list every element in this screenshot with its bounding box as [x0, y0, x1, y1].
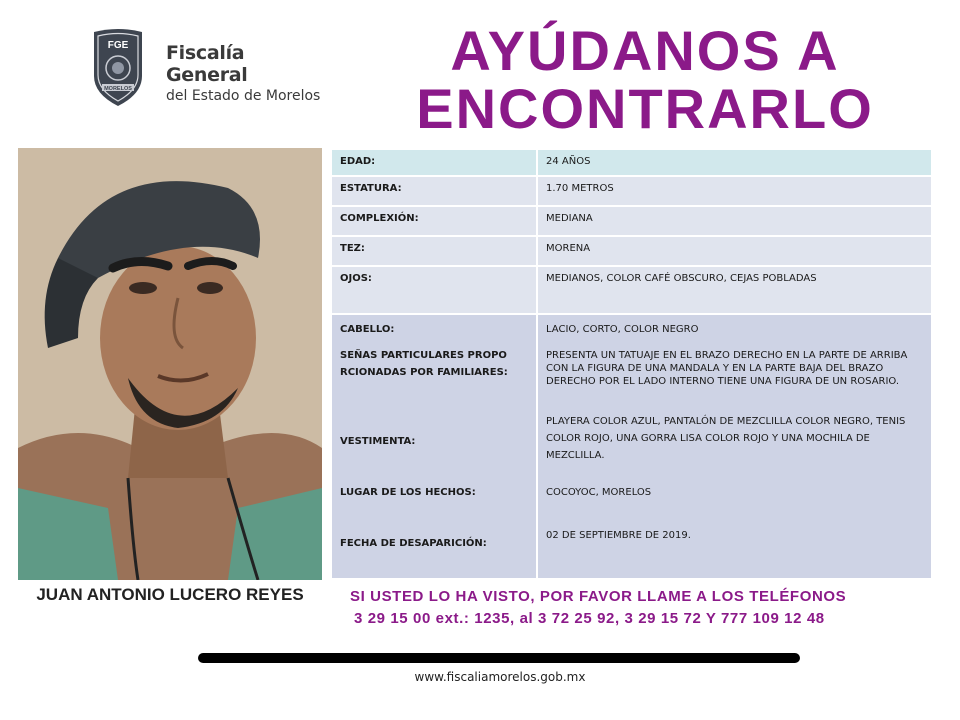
value-cabello: LACIO, CORTO, COLOR NEGRO [546, 324, 699, 335]
call-phones: 3 29 15 00 ext.: 1235, al 3 72 25 92, 3 29 15 72 Y 777 109 12 48 [354, 610, 825, 627]
value-complexion: MEDIANA [537, 206, 932, 236]
website-link[interactable]: www.fiscaliamorelos.gob.mx [414, 670, 586, 684]
label-cabello: CABELLO: [340, 324, 395, 335]
label-edad: EDAD: [331, 149, 537, 176]
headline-line-1: AYÚDANOS A [450, 19, 840, 82]
table-row [331, 206, 932, 236]
svg-text:MORELOS: MORELOS [104, 86, 132, 92]
table-row [331, 314, 932, 579]
label-estatura: ESTATURA: [331, 176, 537, 206]
value-fecha: 02 DE SEPTIEMBRE DE 2019. [546, 530, 691, 541]
value-estatura: 1.70 METROS [537, 176, 932, 206]
table-row [331, 266, 932, 314]
org-logo [88, 22, 328, 118]
org-text [166, 42, 328, 104]
value-tez: MORENA [537, 236, 932, 266]
label-fecha: FECHA DE DESAPARICIÓN: [340, 538, 487, 549]
labels-cell [331, 314, 537, 579]
label-senas-2: RCIONADAS POR FAMILIARES: [340, 367, 508, 378]
table-row [331, 236, 932, 266]
value-edad: 24 AÑOS [537, 149, 932, 176]
svg-text:FGE: FGE [107, 40, 129, 51]
details-table [330, 148, 933, 580]
table-row [331, 149, 932, 176]
value-senas: PRESENTA UN TATUAJE EN EL BRAZO DERECHO EN LA PARTE DE ARRIBA CON LA FIGURA DE UNA MANDALA Y EN LA PARTE BAJA DEL BRAZO DERECHO POR EL LADO INTERNO TIENE UNA FIGURA DE UN ROSARIO. [546, 350, 908, 387]
missing-person-photo [18, 148, 322, 580]
person-name: JUAN ANTONIO LUCERO REYES [36, 585, 304, 604]
label-complexion: COMPLEXIÓN: [331, 206, 537, 236]
value-lugar: COCOYOC, MORELOS [546, 487, 652, 498]
org-name: Fiscalía General [166, 42, 248, 86]
badge-icon [88, 26, 148, 108]
value-ojos: MEDIANOS, COLOR CAFÉ OBSCURO, CEJAS POBLADAS [537, 266, 932, 314]
org-subtitle: del Estado de Morelos [166, 88, 321, 104]
value-vestimenta: PLAYERA COLOR AZUL, PANTALÓN DE MEZCLILLA COLOR NEGRO, TENIS COLOR ROJO, UNA GORRA LISA COLOR ROJO Y UNA MOCHILA DE MEZCLILLA. [546, 416, 906, 461]
table-row [331, 176, 932, 206]
label-senas-1: SEÑAS PARTICULARES PROPO [340, 350, 507, 361]
headline-line-2: ENCONTRARLO [416, 77, 874, 140]
divider-bar [198, 653, 800, 663]
label-ojos: OJOS: [331, 266, 537, 314]
values-cell [537, 314, 932, 579]
label-tez: TEZ: [331, 236, 537, 266]
label-vestimenta: VESTIMENTA: [340, 436, 416, 447]
headline [390, 19, 900, 140]
label-lugar: LUGAR DE LOS HECHOS: [340, 487, 476, 498]
call-line-1: SI USTED LO HA VISTO, POR FAVOR LLAME A LOS TELÉFONOS [350, 588, 847, 605]
portrait-image [18, 148, 322, 580]
